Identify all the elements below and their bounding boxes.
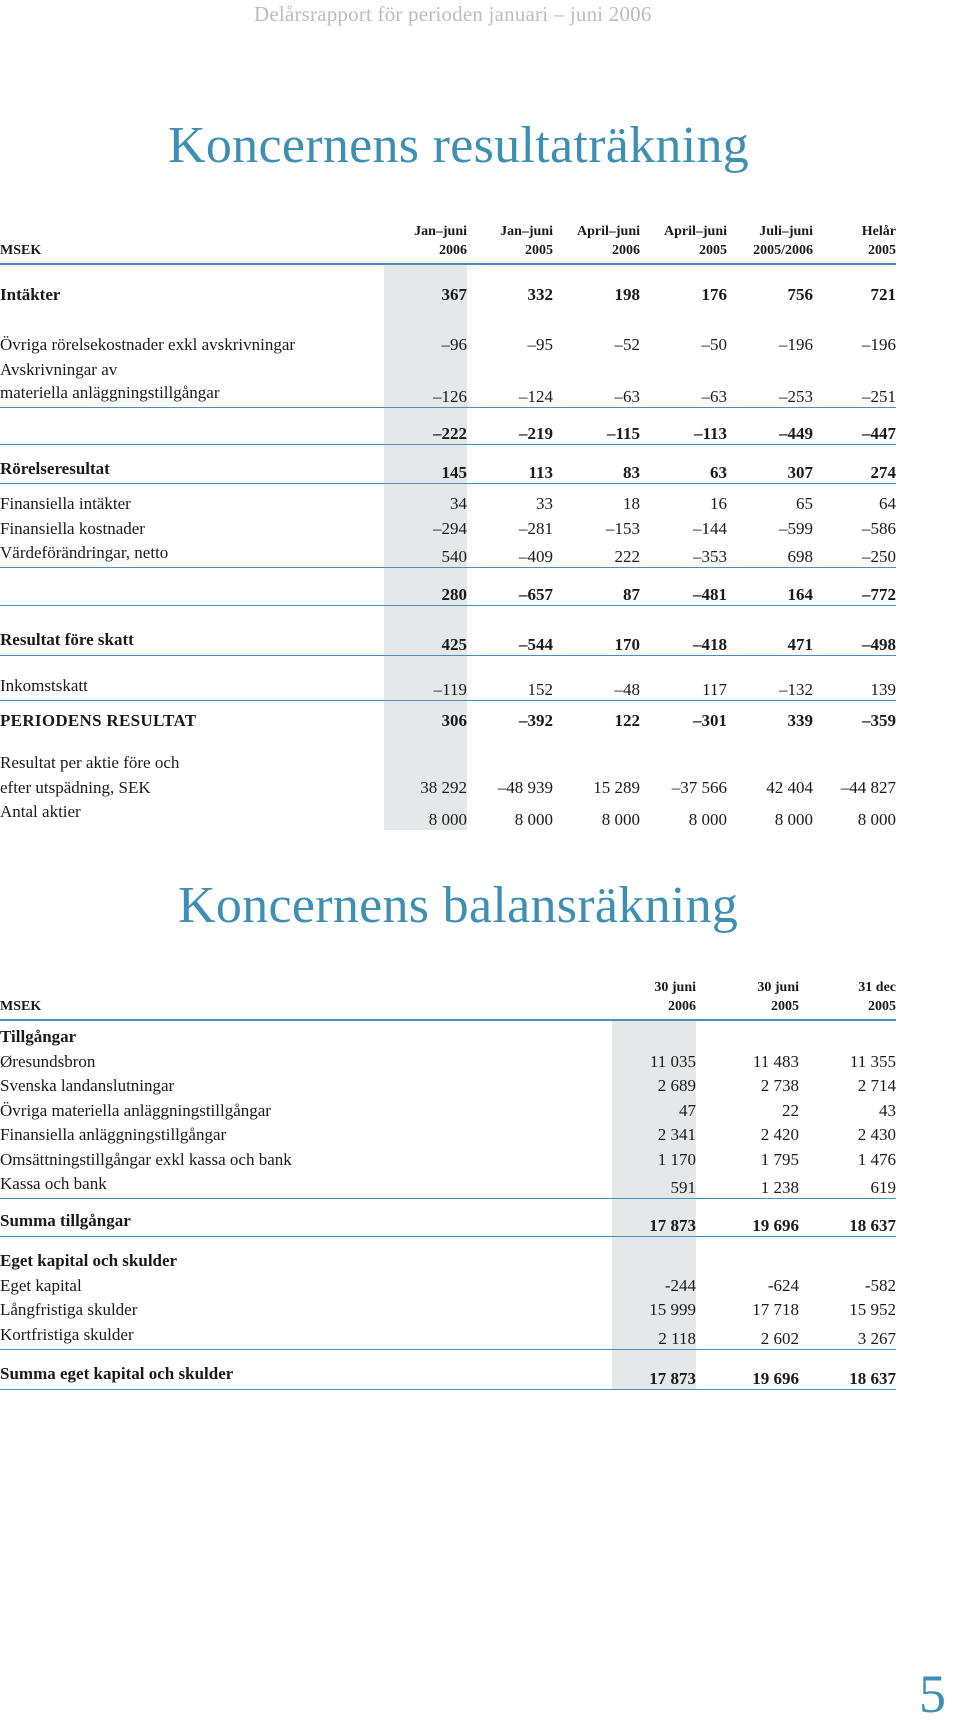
table-row	[0, 656, 896, 701]
value-cell: –63	[553, 380, 640, 408]
value-cell: 22	[782, 1100, 799, 1120]
col-header-year: 2005/2006	[727, 241, 813, 264]
row-label: Övriga materiella anläggningstillgångar	[0, 1100, 271, 1120]
value-cell: 38 292	[384, 773, 467, 798]
row-label: Inkomstskatt	[0, 656, 384, 701]
col-header-year: 2005	[640, 241, 727, 264]
value-cell: 2 118	[612, 1320, 696, 1349]
value-cell: –599	[779, 519, 813, 538]
value-cell: 721	[870, 285, 896, 304]
value-cell: –124	[467, 380, 553, 408]
table-row	[0, 798, 896, 830]
value-cell: 117	[640, 656, 727, 701]
value-cell: –409	[467, 539, 553, 568]
value-cell: 339	[787, 711, 813, 730]
value-cell: 2 420	[760, 1125, 799, 1144]
value-cell: 619	[799, 1170, 896, 1199]
value-cell	[813, 355, 896, 380]
value-cell: –253	[727, 380, 813, 408]
value-cell: –251	[813, 380, 896, 408]
table-row	[0, 1121, 896, 1146]
col-header-top: Jan–juni	[414, 224, 467, 239]
row-label: Svenska landanslutningar	[0, 1076, 175, 1095]
row-label: Tillgångar	[0, 1027, 77, 1046]
value-cell: 11 483	[752, 1051, 799, 1071]
table-row	[0, 1020, 896, 1047]
value-cell	[467, 355, 553, 380]
value-cell: 164	[727, 568, 813, 606]
row-label: Långfristiga skulder	[0, 1300, 138, 1319]
value-cell: 64	[879, 494, 896, 513]
value-cell: –50	[701, 335, 727, 354]
value-cell: 2 602	[696, 1320, 799, 1349]
value-cell: –95	[527, 335, 553, 354]
value-cell: –96	[384, 330, 467, 355]
value-cell: –144	[693, 519, 727, 538]
row-label: PERIODENS RESULTAT	[0, 711, 197, 730]
value-cell: 15 999	[612, 1296, 696, 1321]
value-cell: –153	[606, 519, 640, 538]
value-cell: 43	[879, 1100, 896, 1120]
row-label: Resultat före skatt	[0, 606, 384, 656]
table-row	[0, 1271, 896, 1296]
value-cell: –196	[779, 335, 813, 354]
row-label: Finansiella kostnader	[0, 519, 145, 538]
col-header-top: 31 dec	[858, 980, 896, 995]
value-cell: –392	[519, 711, 553, 730]
value-cell: –353	[640, 539, 727, 568]
value-cell: –48	[553, 656, 640, 701]
value-cell: –250	[813, 539, 896, 568]
table-row	[0, 355, 896, 380]
col-header-year: 2005	[799, 997, 896, 1020]
table-row	[0, 1349, 896, 1389]
col-header-year: 2006	[612, 997, 696, 1020]
value-cell	[799, 1237, 896, 1272]
value-cell: 11 035	[612, 1047, 696, 1072]
value-cell: 307	[727, 445, 813, 484]
value-cell	[696, 1237, 799, 1272]
row-label: Summa tillgångar	[0, 1199, 612, 1237]
value-cell: 2 430	[857, 1125, 896, 1144]
value-cell: 8 000	[384, 798, 467, 830]
table-row	[0, 606, 896, 656]
col-header-top: Juli–juni	[759, 224, 813, 239]
value-cell: 152	[467, 656, 553, 701]
page-number: 5	[919, 1664, 946, 1724]
value-cell: 65	[796, 494, 813, 513]
col-header-top: Helår	[861, 224, 896, 239]
value-cell: 83	[553, 445, 640, 484]
table-row	[0, 380, 896, 408]
value-cell: –113	[640, 408, 727, 445]
value-cell: –772	[813, 568, 896, 606]
income-statement-table	[0, 222, 896, 830]
row-label: Resultat per aktie före och	[0, 753, 180, 772]
col-header-year: 2005	[696, 997, 799, 1020]
row-label: Övriga rörelsekostnader exkl avskrivningar	[0, 335, 296, 354]
row-label: Finansiella intäkter	[0, 494, 131, 513]
value-cell	[727, 355, 813, 380]
table-row	[0, 701, 896, 732]
value-cell: –126	[384, 380, 467, 408]
row-label: Summa eget kapital och skulder	[0, 1349, 612, 1389]
value-cell	[727, 731, 813, 773]
value-cell: 2 738	[760, 1076, 799, 1095]
value-cell: –219	[467, 408, 553, 445]
table-row	[0, 731, 896, 773]
value-cell: 8 000	[601, 810, 640, 829]
table-row	[0, 408, 896, 445]
value-cell	[384, 355, 467, 380]
value-cell: –63	[640, 380, 727, 408]
col-header-year: 2005	[467, 241, 553, 264]
value-cell: 18 637	[799, 1199, 896, 1237]
value-cell: 17 718	[752, 1300, 799, 1319]
value-cell	[612, 1020, 696, 1047]
value-cell: –44 827	[840, 778, 896, 797]
value-cell: 33	[536, 494, 553, 513]
unit-label: MSEK	[0, 997, 612, 1020]
value-cell: 19 696	[696, 1349, 799, 1389]
row-label: Värdeförändringar, netto	[0, 539, 384, 568]
value-cell	[467, 731, 553, 773]
value-cell	[640, 731, 727, 773]
row-label: Øresundsbron	[0, 1051, 96, 1071]
col-header-top: 30 juni	[757, 980, 799, 995]
value-cell: 34	[384, 484, 467, 515]
table-row	[0, 1296, 896, 1321]
col-header-top: April–juni	[663, 224, 727, 239]
value-cell: 1 170	[612, 1145, 696, 1170]
value-cell: –301	[693, 711, 727, 730]
value-cell: –586	[862, 519, 896, 538]
row-label: Eget kapital och skulder	[0, 1251, 178, 1270]
value-cell	[640, 355, 727, 380]
running-header: Delårsrapport för perioden januari – juni 2006	[254, 2, 652, 26]
value-cell: 18	[623, 494, 640, 513]
table-row	[0, 445, 896, 484]
value-cell: 1 476	[857, 1149, 896, 1169]
value-cell: –52	[614, 335, 640, 354]
value-cell: 15 952	[849, 1300, 896, 1319]
row-label: efter utspädning, SEK	[0, 778, 151, 797]
row-label	[0, 408, 384, 445]
value-cell: 2 689	[612, 1072, 696, 1097]
value-cell: 274	[813, 445, 896, 484]
value-cell: 698	[727, 539, 813, 568]
row-label: Rörelseresultat	[0, 445, 384, 484]
row-label: Avskrivningar av	[0, 360, 118, 379]
value-cell: 139	[813, 656, 896, 701]
value-cell: 540	[384, 539, 467, 568]
table-row	[0, 1096, 896, 1121]
value-cell: 176	[701, 285, 727, 304]
value-cell: 170	[553, 606, 640, 656]
value-cell: 591	[612, 1170, 696, 1199]
value-cell: 471	[727, 606, 813, 656]
col-header-year: 2006	[384, 241, 467, 264]
table-row	[0, 539, 896, 568]
value-cell: –196	[862, 335, 896, 354]
table-row	[0, 514, 896, 539]
value-cell: –359	[862, 711, 896, 730]
value-cell: 8 000	[514, 810, 553, 829]
row-label: Finansiella anläggningstillgångar	[0, 1125, 227, 1144]
value-cell: 17 873	[612, 1199, 696, 1237]
value-cell: 222	[553, 539, 640, 568]
value-cell: –449	[727, 408, 813, 445]
value-cell: 11 355	[849, 1051, 896, 1071]
row-label: Kassa och bank	[0, 1170, 612, 1199]
table-row	[0, 1237, 896, 1272]
value-cell: 42 404	[766, 778, 813, 797]
col-header-top: April–juni	[576, 224, 640, 239]
value-cell	[384, 731, 467, 773]
value-cell: -624	[767, 1275, 799, 1295]
row-label	[0, 568, 384, 606]
value-cell: 2 714	[857, 1076, 896, 1095]
table-row	[0, 1199, 896, 1237]
value-cell: 8 000	[774, 810, 813, 829]
value-cell: –115	[553, 408, 640, 445]
value-cell	[696, 1020, 799, 1047]
col-header-year: 2005	[813, 241, 896, 264]
value-cell: 122	[614, 711, 640, 730]
table-row	[0, 264, 896, 305]
value-cell: 8 000	[857, 810, 896, 829]
col-header-year: 2006	[553, 241, 640, 264]
value-cell: –657	[467, 568, 553, 606]
value-cell: 756	[787, 285, 813, 304]
table-row	[0, 1145, 896, 1170]
table-row	[0, 484, 896, 515]
table-row	[0, 330, 896, 355]
balance-sheet-table	[0, 978, 896, 1390]
value-cell: 1 238	[696, 1170, 799, 1199]
table-row	[0, 1047, 896, 1072]
value-cell: 306	[384, 701, 467, 732]
value-cell: –281	[519, 519, 553, 538]
value-cell: –119	[384, 656, 467, 701]
income-statement-title: Koncernens resultaträkning	[168, 117, 750, 174]
value-cell	[799, 1020, 896, 1047]
value-cell: 280	[384, 568, 467, 606]
row-label: Eget kapital	[0, 1275, 82, 1295]
value-cell: –48 939	[497, 778, 553, 797]
value-cell: 332	[527, 285, 553, 304]
value-cell: 16	[710, 494, 727, 513]
value-cell: –481	[640, 568, 727, 606]
value-cell: 198	[614, 285, 640, 304]
value-cell: 87	[553, 568, 640, 606]
value-cell: 8 000	[688, 810, 727, 829]
value-cell: –498	[813, 606, 896, 656]
col-header-top: 30 juni	[654, 980, 696, 995]
row-label: Kortfristiga skulder	[0, 1320, 612, 1349]
table-row	[0, 773, 896, 798]
row-label: materiella anläggningstillgångar	[0, 380, 384, 408]
value-cell	[813, 731, 896, 773]
balance-sheet-title: Koncernens balansräkning	[178, 877, 739, 934]
row-label: Omsättningstillgångar exkl kassa och bank	[0, 1149, 292, 1169]
table-row	[0, 568, 896, 606]
value-cell: 3 267	[799, 1320, 896, 1349]
value-cell	[612, 1237, 696, 1272]
col-header-top: Jan–juni	[500, 224, 553, 239]
value-cell: 15 289	[593, 778, 640, 797]
value-cell: 145	[384, 445, 467, 484]
value-cell	[553, 731, 640, 773]
value-cell: 1 795	[760, 1149, 799, 1169]
value-cell: -244	[612, 1271, 696, 1296]
table-row	[0, 1072, 896, 1097]
value-cell: –447	[813, 408, 896, 445]
value-cell: –132	[727, 656, 813, 701]
value-cell: 367	[384, 264, 467, 305]
value-cell: 2 341	[612, 1121, 696, 1146]
value-cell: 17 873	[612, 1349, 696, 1389]
value-cell: 47	[612, 1096, 696, 1121]
value-cell: –544	[467, 606, 553, 656]
value-cell: 425	[384, 606, 467, 656]
unit-label: MSEK	[0, 241, 384, 264]
value-cell: 113	[467, 445, 553, 484]
value-cell: 63	[640, 445, 727, 484]
value-cell	[553, 355, 640, 380]
value-cell: –294	[384, 514, 467, 539]
value-cell: –37 566	[671, 778, 727, 797]
row-label: Intäkter	[0, 285, 61, 304]
value-cell: –222	[384, 408, 467, 445]
table-row	[0, 1320, 896, 1349]
value-cell: 19 696	[696, 1199, 799, 1237]
table-row	[0, 1170, 896, 1199]
value-cell: –418	[640, 606, 727, 656]
value-cell: -582	[864, 1275, 896, 1295]
value-cell: 18 637	[799, 1349, 896, 1389]
row-label: Antal aktier	[0, 802, 81, 821]
